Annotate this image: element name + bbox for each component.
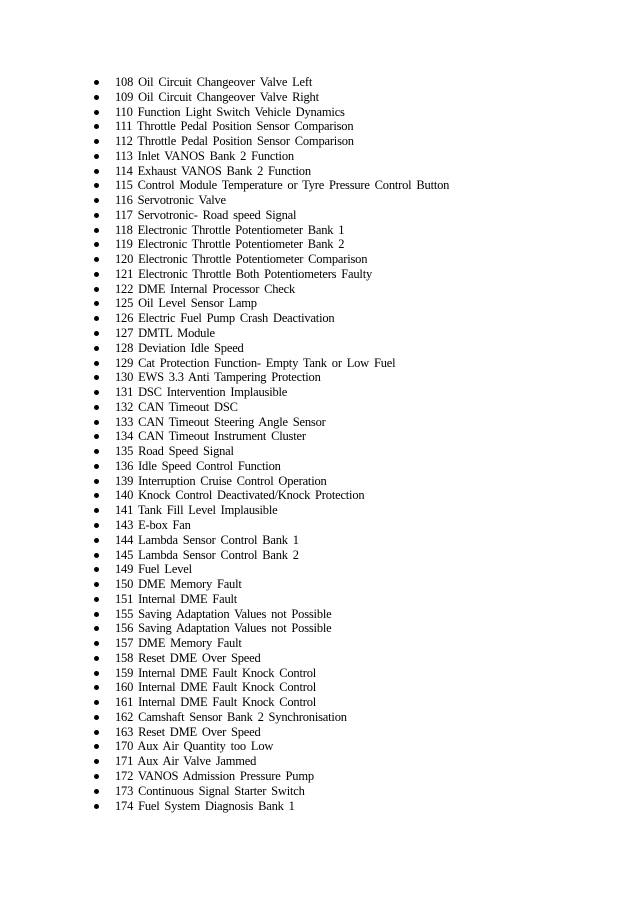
list-item — [94, 592, 614, 607]
list-item — [94, 459, 614, 474]
list-item — [94, 474, 614, 489]
bullet-icon — [94, 523, 99, 528]
list-item-text: 110 Function Light Switch Vehicle Dynamics — [115, 104, 345, 119]
list-item-text: 118 Electronic Throttle Potentiometer Bank 1 — [115, 222, 345, 237]
list-item-text: 119 Electronic Throttle Potentiometer Bank 2 — [115, 237, 345, 252]
list-item-text: 133 CAN Timeout Steering Angle Sensor — [115, 414, 326, 429]
list-item — [94, 178, 614, 193]
list-item-text: 125 Oil Level Sensor Lamp — [115, 296, 257, 311]
bullet-icon — [94, 169, 99, 174]
list-item — [94, 695, 614, 710]
list-item-text: 139 Interruption Cruise Control Operation — [115, 473, 327, 488]
list-item — [94, 208, 614, 223]
list-item — [94, 370, 614, 385]
list-item — [94, 548, 614, 563]
list-item — [94, 725, 614, 740]
list-item-text: 108 Oil Circuit Changeover Valve Left — [115, 75, 313, 89]
list-item — [94, 784, 614, 799]
bullet-icon — [94, 242, 99, 247]
bullet-icon — [94, 390, 99, 395]
list-item-text: 128 Deviation Idle Speed — [115, 340, 244, 355]
list-item — [94, 607, 614, 622]
list-item — [94, 710, 614, 725]
list-item-text: 132 CAN Timeout DSC — [115, 399, 238, 414]
bullet-icon — [94, 213, 99, 218]
bullet-icon — [94, 464, 99, 469]
list-item-text: 160 Internal DME Fault Knock Control — [115, 680, 317, 695]
bullet-icon — [94, 287, 99, 292]
bullet-icon — [94, 420, 99, 425]
bullet-icon — [94, 346, 99, 351]
bullet-icon — [94, 567, 99, 572]
bullet-icon — [94, 671, 99, 676]
list-item-text: 145 Lambda Sensor Control Bank 2 — [115, 547, 299, 562]
list-item — [94, 533, 614, 548]
list-item-text: 140 Knock Control Deactivated/Knock Protection — [115, 488, 365, 503]
list-item — [94, 119, 614, 134]
list-item — [94, 429, 614, 444]
bullet-icon — [94, 582, 99, 587]
list-item-text: 134 CAN Timeout Instrument Cluster — [115, 429, 306, 444]
list-item-text: 144 Lambda Sensor Control Bank 1 — [115, 532, 299, 547]
bullet-icon — [94, 316, 99, 321]
list-item-text: 136 Idle Speed Control Function — [115, 458, 281, 473]
list-item-text: 173 Continuous Signal Starter Switch — [115, 783, 305, 798]
bullet-icon — [94, 228, 99, 233]
bullet-icon — [94, 641, 99, 646]
fault-code-list — [94, 75, 614, 813]
list-item-text: 162 Camshaft Sensor Bank 2 Synchronisation — [115, 709, 347, 724]
list-item — [94, 134, 614, 149]
bullet-icon — [94, 715, 99, 720]
list-item — [94, 385, 614, 400]
list-item-text: 115 Control Module Temperature or Tyre Pressure Control Button — [115, 178, 450, 193]
list-item — [94, 267, 614, 282]
list-item-text: 112 Throttle Pedal Position Sensor Comparison — [115, 134, 354, 149]
bullet-icon — [94, 361, 99, 366]
list-item-text: 122 DME Internal Processor Check — [115, 281, 296, 296]
bullet-icon — [94, 612, 99, 617]
bullet-icon — [94, 656, 99, 661]
list-item — [94, 415, 614, 430]
bullet-icon — [94, 139, 99, 144]
list-item — [94, 518, 614, 533]
list-item — [94, 164, 614, 179]
list-item — [94, 223, 614, 238]
list-item-text: 149 Fuel Level — [115, 562, 192, 577]
bullet-icon — [94, 198, 99, 203]
bullet-icon — [94, 95, 99, 100]
list-item-text: 113 Inlet VANOS Bank 2 Function — [115, 148, 294, 163]
list-item — [94, 680, 614, 695]
list-item — [94, 577, 614, 592]
list-item — [94, 621, 614, 636]
bullet-icon — [94, 272, 99, 277]
list-item — [94, 400, 614, 415]
bullet-icon — [94, 375, 99, 380]
bullet-icon — [94, 434, 99, 439]
list-item — [94, 282, 614, 297]
list-item — [94, 444, 614, 459]
list-item — [94, 488, 614, 503]
bullet-icon — [94, 626, 99, 631]
bullet-icon — [94, 538, 99, 543]
list-item-text: 159 Internal DME Fault Knock Control — [115, 665, 317, 680]
bullet-icon — [94, 685, 99, 690]
list-item — [94, 356, 614, 371]
bullet-icon — [94, 774, 99, 779]
list-item — [94, 237, 614, 252]
list-item — [94, 562, 614, 577]
bullet-icon — [94, 124, 99, 129]
list-item — [94, 252, 614, 267]
list-item-text: 127 DMTL Module — [115, 326, 215, 341]
bullet-icon — [94, 493, 99, 498]
list-item — [94, 666, 614, 681]
list-item-text: 150 DME Memory Fault — [115, 577, 242, 592]
list-item-text: 156 Saving Adaptation Values not Possible — [115, 621, 332, 636]
list-item — [94, 149, 614, 164]
list-item — [94, 75, 614, 90]
bullet-icon — [94, 183, 99, 188]
list-item-text: 141 Tank Fill Level Implausible — [115, 503, 278, 518]
bullet-icon — [94, 597, 99, 602]
list-item — [94, 296, 614, 311]
list-item — [94, 193, 614, 208]
list-item — [94, 769, 614, 784]
list-item-text: 120 Electronic Throttle Potentiometer Comparison — [115, 252, 368, 267]
list-item-text: 157 DME Memory Fault — [115, 636, 242, 651]
bullet-icon — [94, 700, 99, 705]
list-item-text: 174 Fuel System Diagnosis Bank 1 — [115, 798, 295, 813]
list-item — [94, 105, 614, 120]
bullet-icon — [94, 301, 99, 306]
list-item — [94, 311, 614, 326]
bullet-icon — [94, 479, 99, 484]
bullet-icon — [94, 405, 99, 410]
list-item-text: 170 Aux Air Quantity too Low — [115, 739, 274, 754]
list-item — [94, 636, 614, 651]
list-item-text: 117 Servotronic- Road speed Signal — [115, 207, 297, 222]
list-item — [94, 754, 614, 769]
list-item-text: 114 Exhaust VANOS Bank 2 Function — [115, 163, 311, 178]
list-item-text: 129 Cat Protection Function- Empty Tank or Low Fuel — [115, 355, 396, 370]
list-item-text: 171 Aux Air Valve Jammed — [115, 754, 257, 769]
bullet-icon — [94, 508, 99, 513]
list-item-text: 135 Road Speed Signal — [115, 444, 234, 459]
list-item-text: 158 Reset DME Over Speed — [115, 650, 261, 665]
list-item-text: 131 DSC Intervention Implausible — [115, 385, 288, 400]
bullet-icon — [94, 257, 99, 262]
list-item-text: 161 Internal DME Fault Knock Control — [115, 695, 317, 710]
bullet-icon — [94, 789, 99, 794]
list-item — [94, 341, 614, 356]
list-item-text: 130 EWS 3.3 Anti Tampering Protection — [115, 370, 321, 385]
list-item — [94, 90, 614, 105]
list-item-text: 163 Reset DME Over Speed — [115, 724, 261, 739]
bullet-icon — [94, 110, 99, 115]
list-item-text: 111 Throttle Pedal Position Sensor Comparison — [115, 119, 354, 134]
bullet-icon — [94, 449, 99, 454]
bullet-icon — [94, 80, 99, 85]
bullet-icon — [94, 804, 99, 809]
list-item-text: 155 Saving Adaptation Values not Possible — [115, 606, 332, 621]
bullet-icon — [94, 154, 99, 159]
list-item-text: 126 Electric Fuel Pump Crash Deactivation — [115, 311, 335, 326]
list-item-text: 151 Internal DME Fault — [115, 591, 238, 606]
list-item-text: 121 Electronic Throttle Both Potentiometers Faulty — [115, 266, 373, 281]
list-item-text: 116 Servotronic Valve — [115, 193, 226, 208]
list-item — [94, 326, 614, 341]
list-item-text: 172 VANOS Admission Pressure Pump — [115, 768, 314, 783]
list-item — [94, 651, 614, 666]
bullet-icon — [94, 331, 99, 336]
list-item — [94, 503, 614, 518]
list-item — [94, 799, 614, 814]
list-item — [94, 739, 614, 754]
bullet-icon — [94, 730, 99, 735]
bullet-icon — [94, 744, 99, 749]
bullet-icon — [94, 759, 99, 764]
list-item-text: 109 Oil Circuit Changeover Valve Right — [115, 89, 319, 104]
list-item-text: 143 E-box Fan — [115, 517, 191, 532]
bullet-icon — [94, 553, 99, 558]
